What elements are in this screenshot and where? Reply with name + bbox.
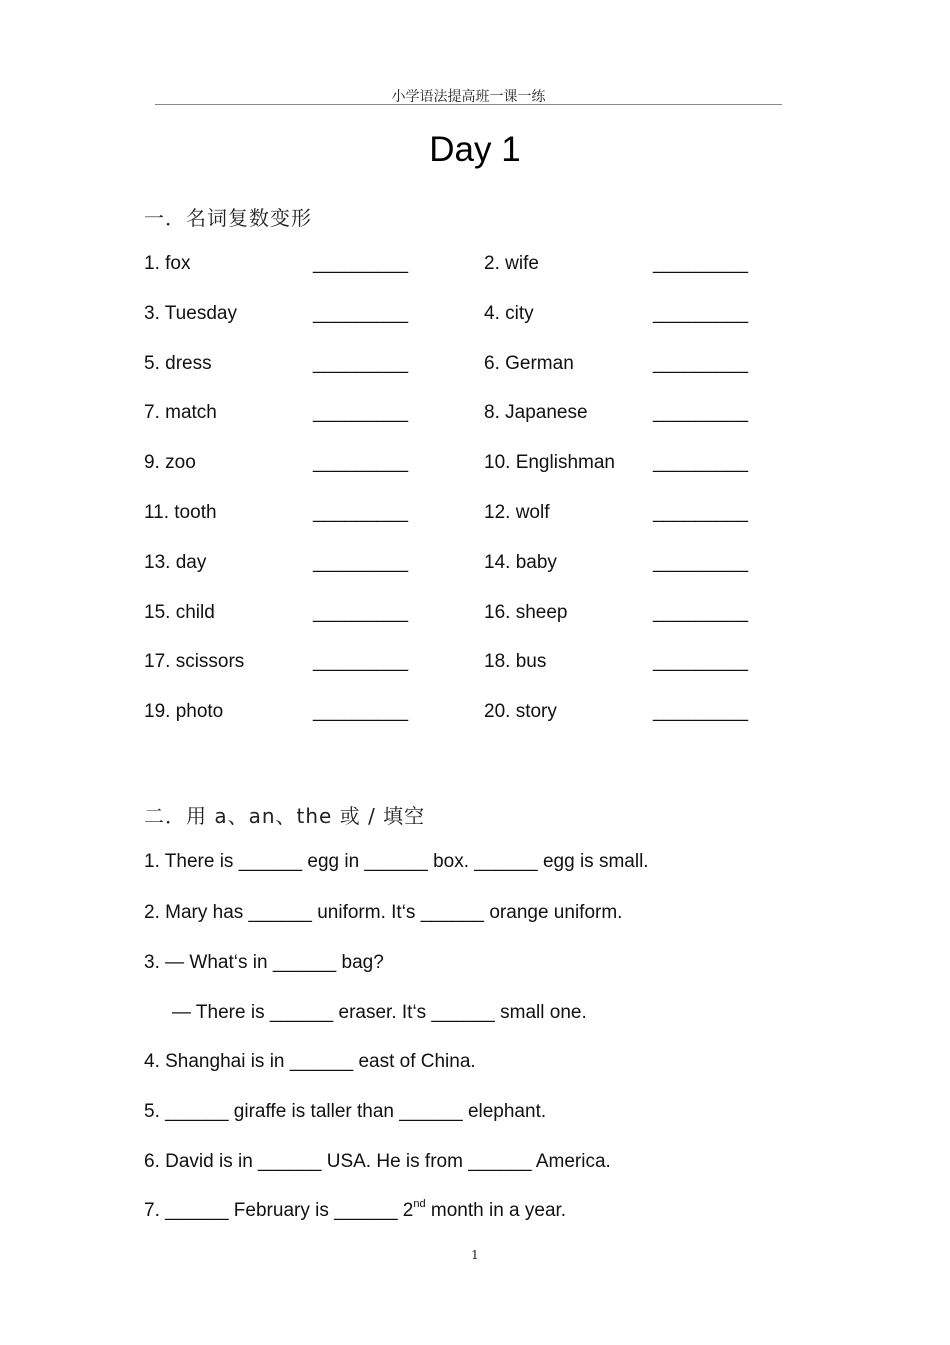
ordinal-suffix: nd [413, 1198, 426, 1210]
answer-blank[interactable]: _________ [653, 502, 749, 523]
noun-word: 15. child [144, 601, 215, 623]
noun-row [0, 253, 950, 283]
noun-word: 2. wife [484, 253, 539, 274]
noun-word: 18. bus [484, 651, 547, 673]
noun-word: 9. zoo [144, 452, 196, 474]
noun-word: 12. wolf [484, 502, 550, 523]
answer-blank[interactable]: _________ [653, 701, 749, 723]
sentence-3-question: 3. — What‘s in ______ bag? [144, 952, 384, 973]
sentence-2: 2. Mary has ______ uniform. It‘s ______ orange uniform. [144, 902, 623, 923]
answer-blank[interactable]: _________ [653, 402, 749, 424]
noun-word: 7. match [144, 402, 217, 424]
answer-blank[interactable]: _________ [313, 502, 409, 523]
sentence-5: 5. ______ giraffe is taller than ______ elephant. [144, 1101, 547, 1122]
noun-row [0, 602, 950, 632]
noun-word: 10. Englishman [484, 452, 615, 474]
sentence-3-answer: — There is ______ eraser. It‘s ______ small one. [172, 1002, 587, 1023]
noun-row [0, 303, 950, 333]
sentence-7-start: 7. ______ February is ______ 2 [144, 1200, 414, 1221]
noun-word: 3. Tuesday [144, 302, 237, 324]
answer-blank[interactable]: _________ [653, 651, 749, 673]
answer-blank[interactable]: _________ [653, 601, 749, 623]
noun-row [0, 701, 950, 731]
noun-word: 8. Japanese [484, 402, 588, 424]
answer-blank[interactable]: _________ [653, 302, 749, 324]
answer-blank[interactable]: _________ [313, 701, 409, 723]
noun-row [0, 502, 950, 532]
answer-blank[interactable]: _________ [313, 352, 409, 374]
noun-row [0, 552, 950, 582]
sentence-4: 4. Shanghai is in ______ east of China. [144, 1051, 476, 1072]
noun-word: 17. scissors [144, 651, 245, 673]
sentence-6: 6. David is in ______ USA. He is from ______ America. [144, 1151, 611, 1172]
noun-word: 20. story [484, 701, 557, 723]
answer-blank[interactable]: _________ [653, 551, 749, 573]
sentence-7 [144, 1200, 566, 1222]
answer-blank[interactable]: _________ [313, 253, 409, 274]
answer-blank[interactable]: _________ [313, 302, 409, 324]
noun-word: 6. German [484, 352, 574, 374]
noun-row [0, 353, 950, 383]
page-number: 1 [471, 1248, 479, 1262]
page-title: Day 1 [429, 130, 521, 169]
section2-heading: 二．用 a、an、the 或 / 填空 [144, 804, 426, 828]
noun-row [0, 452, 950, 482]
answer-blank[interactable]: _________ [313, 601, 409, 623]
answer-blank[interactable]: _________ [653, 352, 749, 374]
noun-word: 4. city [484, 302, 534, 324]
noun-word: 16. sheep [484, 601, 568, 623]
noun-word: 13. day [144, 551, 207, 573]
header-rule [155, 104, 782, 105]
noun-word: 19. photo [144, 701, 224, 723]
noun-word: 11. tooth [144, 502, 217, 523]
noun-row [0, 651, 950, 681]
sentence-1: 1. There is ______ egg in ______ box. ______ egg is small. [144, 851, 649, 872]
answer-blank[interactable]: _________ [313, 651, 409, 673]
page-header: 小学语法提高班一课一练 [391, 89, 546, 105]
section1-heading: 一．名词复数变形 [144, 206, 312, 230]
answer-blank[interactable]: _________ [313, 551, 409, 573]
noun-row [0, 402, 950, 432]
answer-blank[interactable]: _________ [653, 452, 749, 474]
sentence-7-end: month in a year. [425, 1200, 567, 1221]
noun-word: 1. fox [144, 253, 191, 274]
answer-blank[interactable]: _________ [313, 402, 409, 424]
noun-word: 14. baby [484, 551, 557, 573]
answer-blank[interactable]: _________ [653, 253, 749, 274]
noun-word: 5. dress [144, 352, 212, 374]
answer-blank[interactable]: _________ [313, 452, 409, 474]
